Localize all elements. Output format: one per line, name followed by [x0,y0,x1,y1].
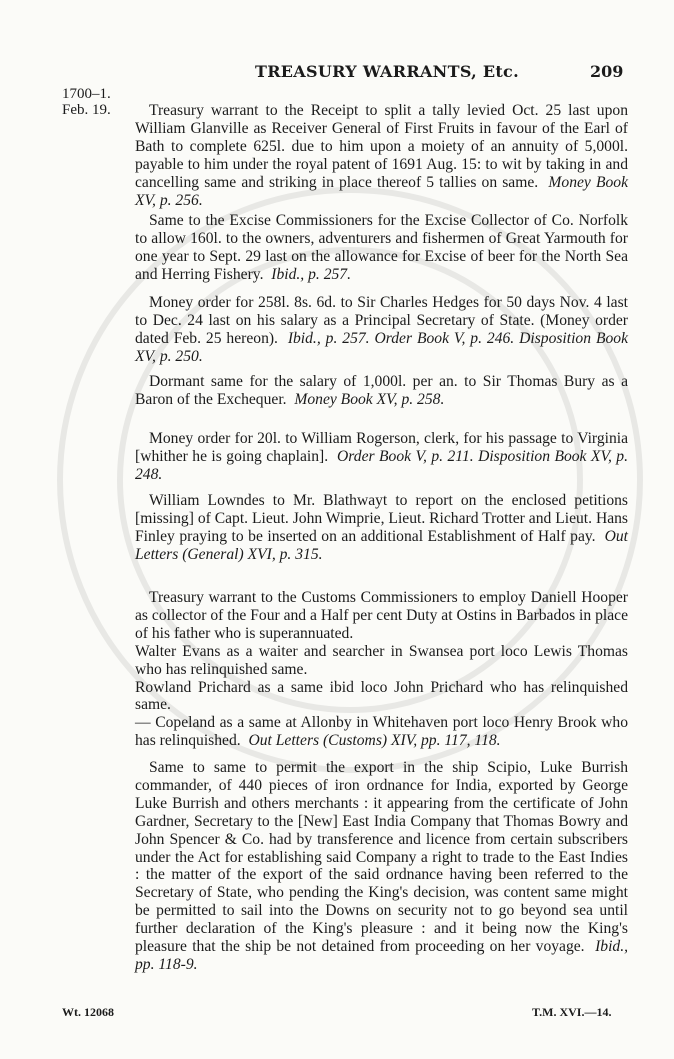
running-header [0,60,674,84]
entry-subline: Rowland Prichard as a same ibid loco John Prichard who has relinquished same. [135,678,628,714]
entry-customs-appointments [135,589,628,750]
entry-first-fruits-tally [135,102,628,209]
header-title: TREASURY WARRANTS, Etc. [255,62,519,81]
entry-text: Treasury warrant to the Customs Commissioners to employ Daniell Hooper as collector of the Four and a Half per cent Duty at Ostins in Barbados in place of his father who is superannuated. [135,589,628,642]
entry-text: Treasury warrant to the Receipt to split a tally levied Oct. 25 last upon William Glanville as Receiver General of First Fruits in favour of the Earl of Bath to complete 625l. due to him upon a moiety of an annuity of 5,000l. payable to him under the royal patent of 1691 Aug. 15: to wit by taking in and cancelling same and striking in place thereof 5 tallies on same. [135,102,628,191]
entry-text: William Lowndes to Mr. Blathwayt to report on the enclosed petitions [missing] of Capt. Lieut. John Wimprie, Lieut. Richard Trotter and Lieut. Hans Finley praying to be inserted on an additional Establishment of Half pay. [135,492,628,545]
footer-print-code: Wt. 12068 [62,1005,114,1019]
entry-subline: — Copeland as a same at Allonby in Whitehaven port loco Henry Brook who has relinquished. [135,714,628,750]
entry-reference: Money Book XV, p. 256. [135,173,629,209]
entry-text: Money order for 20l. to William Rogerson, clerk, for his passage to Virginia [whither he is going chaplain]. [135,430,628,465]
entry-reference: Ibid., pp. 118-9. [135,938,629,973]
entry-text: Dormant same for the salary of 1,000l. per an. to Sir Thomas Bury as a Baron of the Exchequer. [135,373,628,408]
margin-year: 1700–1. [62,86,111,102]
entry-lowndes-blathwayt [135,492,628,564]
entry-reference: Out Letters (General) XVI, p. 315. [135,527,629,563]
entry-scipio-ordnance [135,759,628,974]
entry-reference: Money Book XV, p. 258. [294,390,445,408]
entry-excise-norfolk [135,212,628,284]
footer-signature: T.M. XVI.—14. [532,1005,612,1019]
entry-reference: Order Book V, p. 211. Disposition Book XV, p. 248. [135,447,628,483]
entry-reference: Ibid., p. 257. [271,265,351,283]
entry-dormant-bury [135,373,628,409]
entry-reference: Out Letters (Customs) XIV, pp. 117, 118. [248,732,501,750]
entry-text: Same to the Excise Commissioners for the Excise Collector of Co. Norfolk to allow 160l. to the owners, adventurers and fishermen of Great Yarmouth for one year to Sept. 29 last on the allowance for Excise of beer for the North Sea and Herring Fishery. [135,212,628,283]
entry-text: Same to same to permit the export in the ship Scipio, Luke Burrish commander, of 440 pieces of iron ordnance for India, exported by George Luke Burrish and others merchants : it appearing from the certificate of John Gardner, Secretary to the [New] East India Company that Thomas Bowry and John Spencer & Co. had by transference and licence from certain subscribers under the Act for establishing said Company a right to trade to the East Indies : the matter of the export of the said ordnance having been referred to the Secretary of State, who pending the King's decision, was content same might be permitted to sail into the Downs on security not to go beyond sea until further declaration of the King's pleasure : and it being now the King's pleasure that the ship be not detained from proceeding on her voyage. [135,759,628,956]
entry-subline: Walter Evans as a waiter and searcher in Swansea port loco Lewis Thomas who has relinquished same. [135,642,628,678]
entry-money-order-hedges [135,294,628,366]
entry-text: Money order for 258l. 8s. 6d. to Sir Charles Hedges for 50 days Nov. 4 last to Dec. 24 last on his salary as a Principal Secretary of State. (Money order dated Feb. 25 hereon). [135,294,628,347]
page-number: 209 [590,62,624,81]
margin-date: Feb. 19. [62,102,111,118]
entry-money-order-rogerson [135,430,628,484]
entry-reference: Ibid., p. 257. Order Book V, p. 246. Disposition Book XV, p. 250. [135,329,628,365]
